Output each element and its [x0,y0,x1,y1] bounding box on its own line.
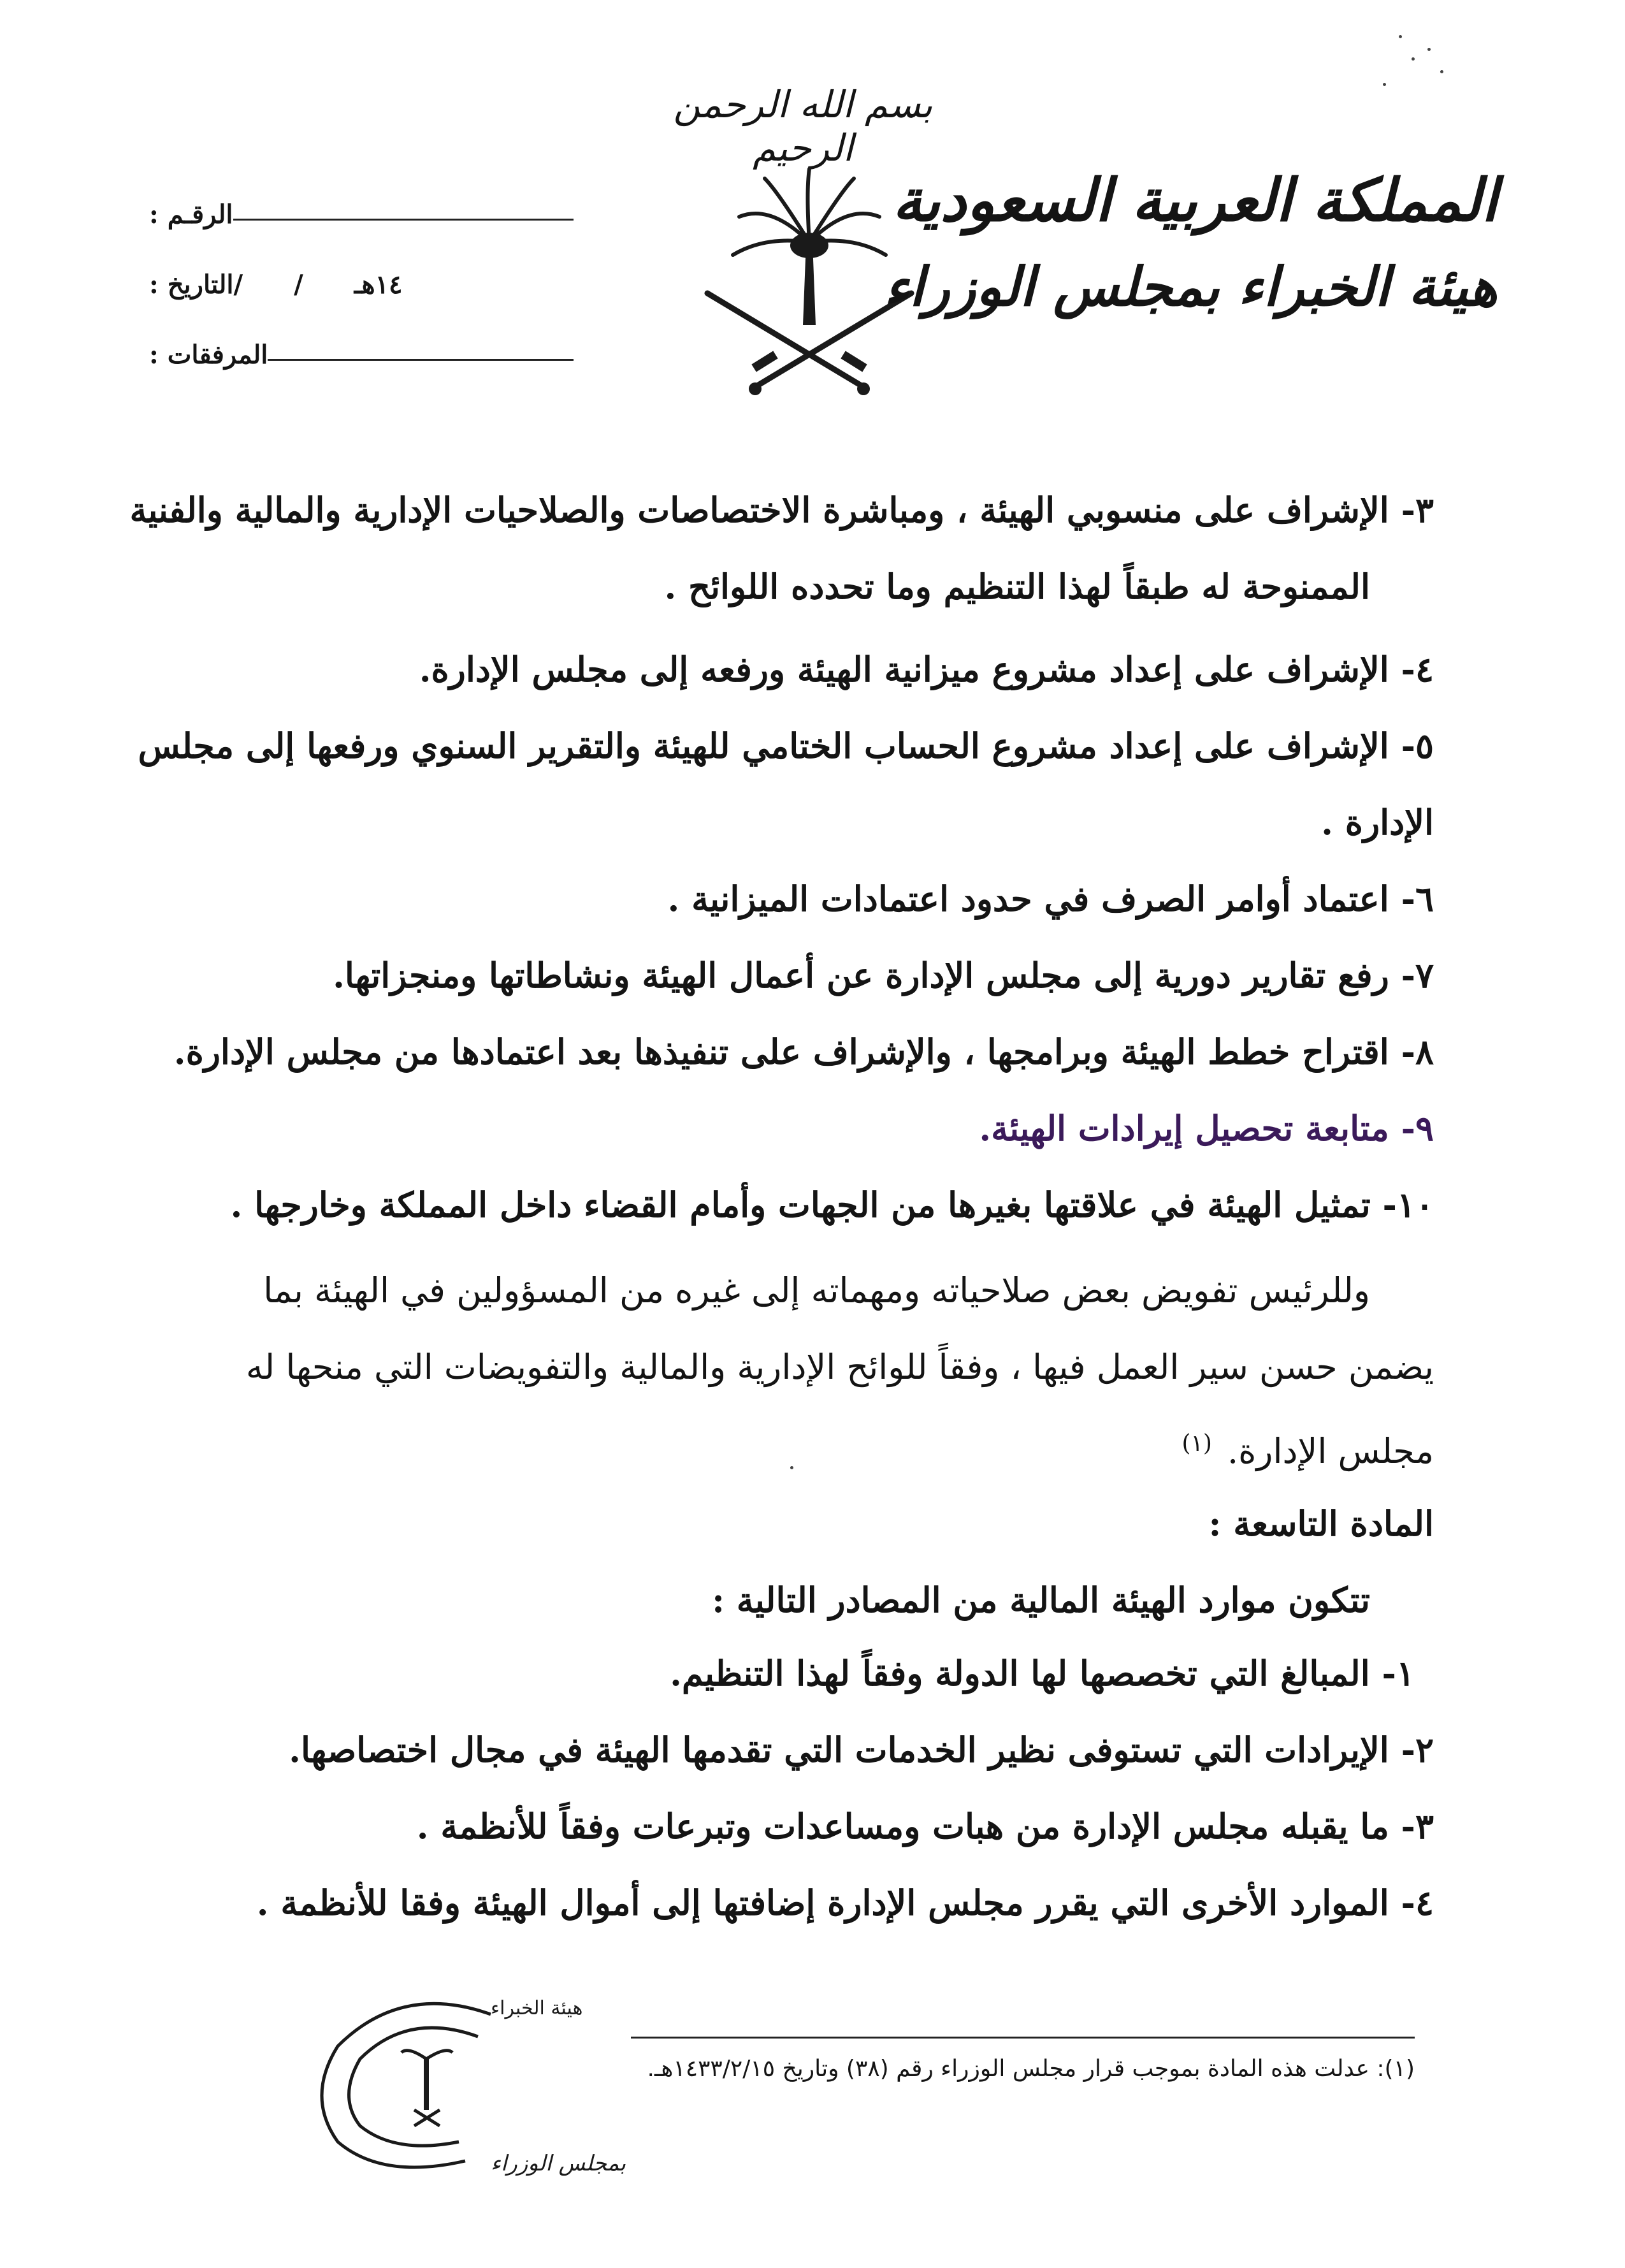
footnote-marker: (١) [1181,1430,1212,1457]
body-line-resource-1: ١- المبالغ التي تخصصها لها الدولة وفقاً لهذا التنظيم. [670,1653,1415,1694]
body-line-resources-intro: تتكون موارد الهيئة المالية من المصادر التالية : [712,1580,1370,1620]
stamp-top-text: هيئة الخبراء [491,1997,583,2019]
organization-name-line2: هيئة الخبراء بمجلس الوزراء [884,255,1498,318]
attachments-row [140,319,574,370]
scan-speck [1399,35,1402,38]
body-line-resource-4: ٤- الموارد الأخرى التي يقرر مجلس الإدارة إضافتها إلى أموال الهيئة وفقا للأنظمة . [256,1882,1434,1923]
body-line-item-5: ٥- الإشراف على إعداد مشروع الحساب الختامي للهيئة والتقرير السنوي ورفعها إلى مجلس [138,725,1434,766]
body-line-item-4: ٤- الإشراف على إعداد مشروع ميزانية الهيئة ورفعه إلى مجلس الإدارة. [419,649,1434,690]
body-line-delegation-1: وللرئيس تفويض بعض صلاحياته ومهماته إلى غيره من المسؤولين في الهيئة بما [263,1270,1370,1311]
body-line-item-10: ١٠- تمثيل الهيئة في علاقتها بغيرها من الجهات وأمام القضاء داخل المملكة وخارجها . [230,1184,1434,1225]
scan-speck [1412,57,1415,61]
date-separator-2: / [294,270,303,300]
attachments-label: المرفقات : [149,340,268,370]
body-line-item-7: ٧- رفع تقارير دورية إلى مجلس الإدارة عن أعمال الهيئة ونشاطاتها ومنجزاتها. [333,955,1434,996]
body-line-item-9: ٩- متابعة تحصيل إيرادات الهيئة. [979,1108,1434,1149]
reference-number-row [140,178,574,229]
stamp-bottom-text: بمجلس الوزراء [491,2151,626,2176]
body-line-item-5-cont: الإدارة . [1321,802,1434,843]
date-fields [234,270,574,300]
body-line-resource-2: ٢- الإيرادات التي تستوفى نظير الخدمات التي تقدمها الهيئة في مجال اختصاصها. [289,1729,1434,1770]
date-separator-1: / [233,270,243,300]
scan-speck [1383,83,1386,86]
body-line-delegation-3 [147,1418,1434,1469]
body-line-item-6: ٦- اعتماد أوامر الصرف في حدود اعتمادات الميزانية . [667,878,1434,919]
official-stamp [300,1989,626,2180]
scan-speck [1440,70,1443,73]
attachments-line [268,354,574,361]
date-label: التاريخ : [149,270,234,300]
body-line-resource-3: ٣- ما يقبله مجلس الإدارة من هبات ومساعدات وتبرعات وفقاً للأنظمة . [416,1806,1434,1847]
scan-speck [790,1466,793,1469]
body-line-delegation-2: يضمن حسن سير العمل فيها ، وفقاً للوائح الإدارية والمالية والتفويضات التي منحها له [245,1347,1434,1387]
article-nine-heading: المادة التاسعة : [1208,1503,1434,1544]
reference-number-label: الرقـم : [149,200,233,229]
date-suffix: ١٤هـ [354,270,403,300]
body-line-item-8: ٨- اقتراح خطط الهيئة وبرامجها ، والإشراف على تنفيذها بعد اعتمادها من مجلس الإدارة. [173,1031,1434,1072]
body-line-item-3: ٣- الإشراف على منسوبي الهيئة ، ومباشرة الاختصاصات والصلاحيات الإدارية والمالية والفنية [129,490,1434,530]
footnote-text: (١): عدلت هذه المادة بموجب قرار مجلس الوزراء رقم (٣٨) وتاريخ ١٤٣٣/٢/١٥هـ. [647,2056,1415,2082]
date-row [140,249,574,300]
delegation-end-text: مجلس الإدارة. [1227,1431,1434,1471]
basmala: بسم الله الرحمن الرحيم [673,83,933,170]
scan-speck [1427,48,1431,51]
footnote-divider [631,2037,1415,2039]
reference-number-line [233,214,574,221]
body-line-item-3-cont: الممنوحة له طبقاً لهذا التنظيم وما تحدده اللوائح . [664,566,1370,607]
organization-name-line1: المملكة العربية السعودية [892,166,1498,235]
